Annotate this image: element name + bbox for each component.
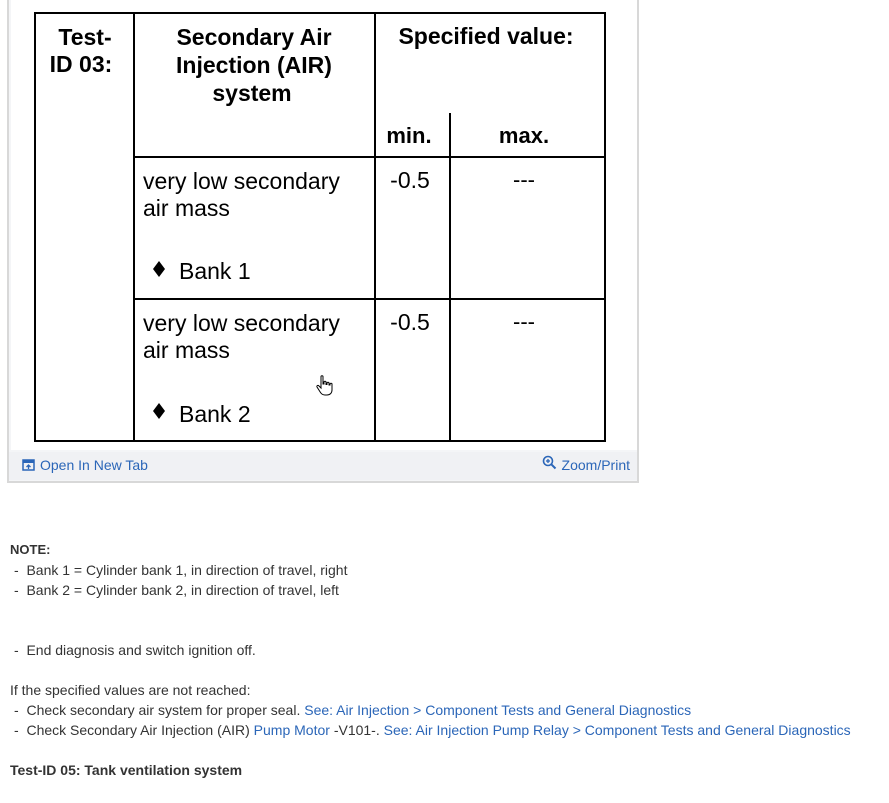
note-label: NOTE:: [10, 542, 51, 557]
diamond-bullet-icon: [153, 261, 165, 277]
zoom-print-label: Zoom/Print: [561, 457, 630, 473]
diamond-bullet-icon: [153, 403, 165, 419]
hand-cursor-icon: [317, 376, 332, 395]
note-bank2: - Bank 2 = Cylinder bank 2, in direction of travel, left: [14, 582, 339, 598]
document-body: [10, 540, 880, 780]
zoom-print-link[interactable]: [542, 457, 630, 473]
zoom-in-icon: [542, 455, 557, 470]
system-label-line1: Secondary Air: [176, 24, 332, 50]
next-section-heading: Test-ID 05: Tank ventilation system: [10, 762, 243, 778]
row1-description-line2: air mass: [143, 195, 230, 221]
system-label-line3: system: [212, 80, 292, 106]
row2-bank-label: Bank 2: [179, 401, 251, 427]
pump-motor-link[interactable]: Pump Motor: [253, 722, 330, 738]
row1-max-value: ---: [513, 167, 535, 192]
diagram-toolbar: [9, 452, 637, 480]
end-diagnosis-step: - End diagnosis and switch ignition off.: [14, 642, 256, 658]
open-in-new-tab-label: Open In New Tab: [40, 457, 148, 473]
row1-bank-label: Bank 1: [179, 258, 251, 284]
pump-relay-tests-link[interactable]: See: Air Injection Pump Relay > Component Tests and General Diagnostics: [383, 722, 851, 738]
row2-max-value: ---: [513, 309, 535, 334]
air-injection-tests-link[interactable]: See: Air Injection > Component Tests and General Diagnostics: [304, 702, 692, 718]
test-id-label-line2: ID 03:: [49, 51, 113, 77]
row2-min-value: -0.5: [390, 309, 430, 335]
test-id-label-line1: Test-: [58, 24, 112, 50]
open-in-new-tab-icon: [22, 459, 35, 471]
check-seal-step: - Check secondary air system for proper seal. See: Air Injection > Component Tests and General Diagnostics: [14, 702, 692, 718]
note-bank1: - Bank 1 = Cylinder bank 1, in direction of travel, right: [14, 562, 348, 578]
open-in-new-tab-link[interactable]: [22, 457, 148, 473]
row2-description-line1: very low secondary: [143, 310, 340, 336]
min-header: min.: [386, 123, 432, 148]
row2-description-line2: air mass: [143, 337, 230, 363]
specification-table-diagram: [11, 0, 637, 450]
system-label-line2: Injection (AIR): [176, 52, 332, 78]
diagram-card: [7, 0, 639, 483]
specified-value-label: Specified value:: [398, 23, 574, 49]
row1-min-value: -0.5: [390, 167, 430, 193]
diagram-image: [11, 0, 637, 450]
check-pump-motor-step: - Check Secondary Air Injection (AIR) Pump Motor -V101-. See: Air Injection Pump Relay > Component Tests and General Diagnostics: [14, 722, 851, 738]
not-reached-intro: If the specified values are not reached:: [10, 682, 251, 698]
row1-description-line1: very low secondary: [143, 168, 340, 194]
max-header: max.: [498, 123, 550, 148]
